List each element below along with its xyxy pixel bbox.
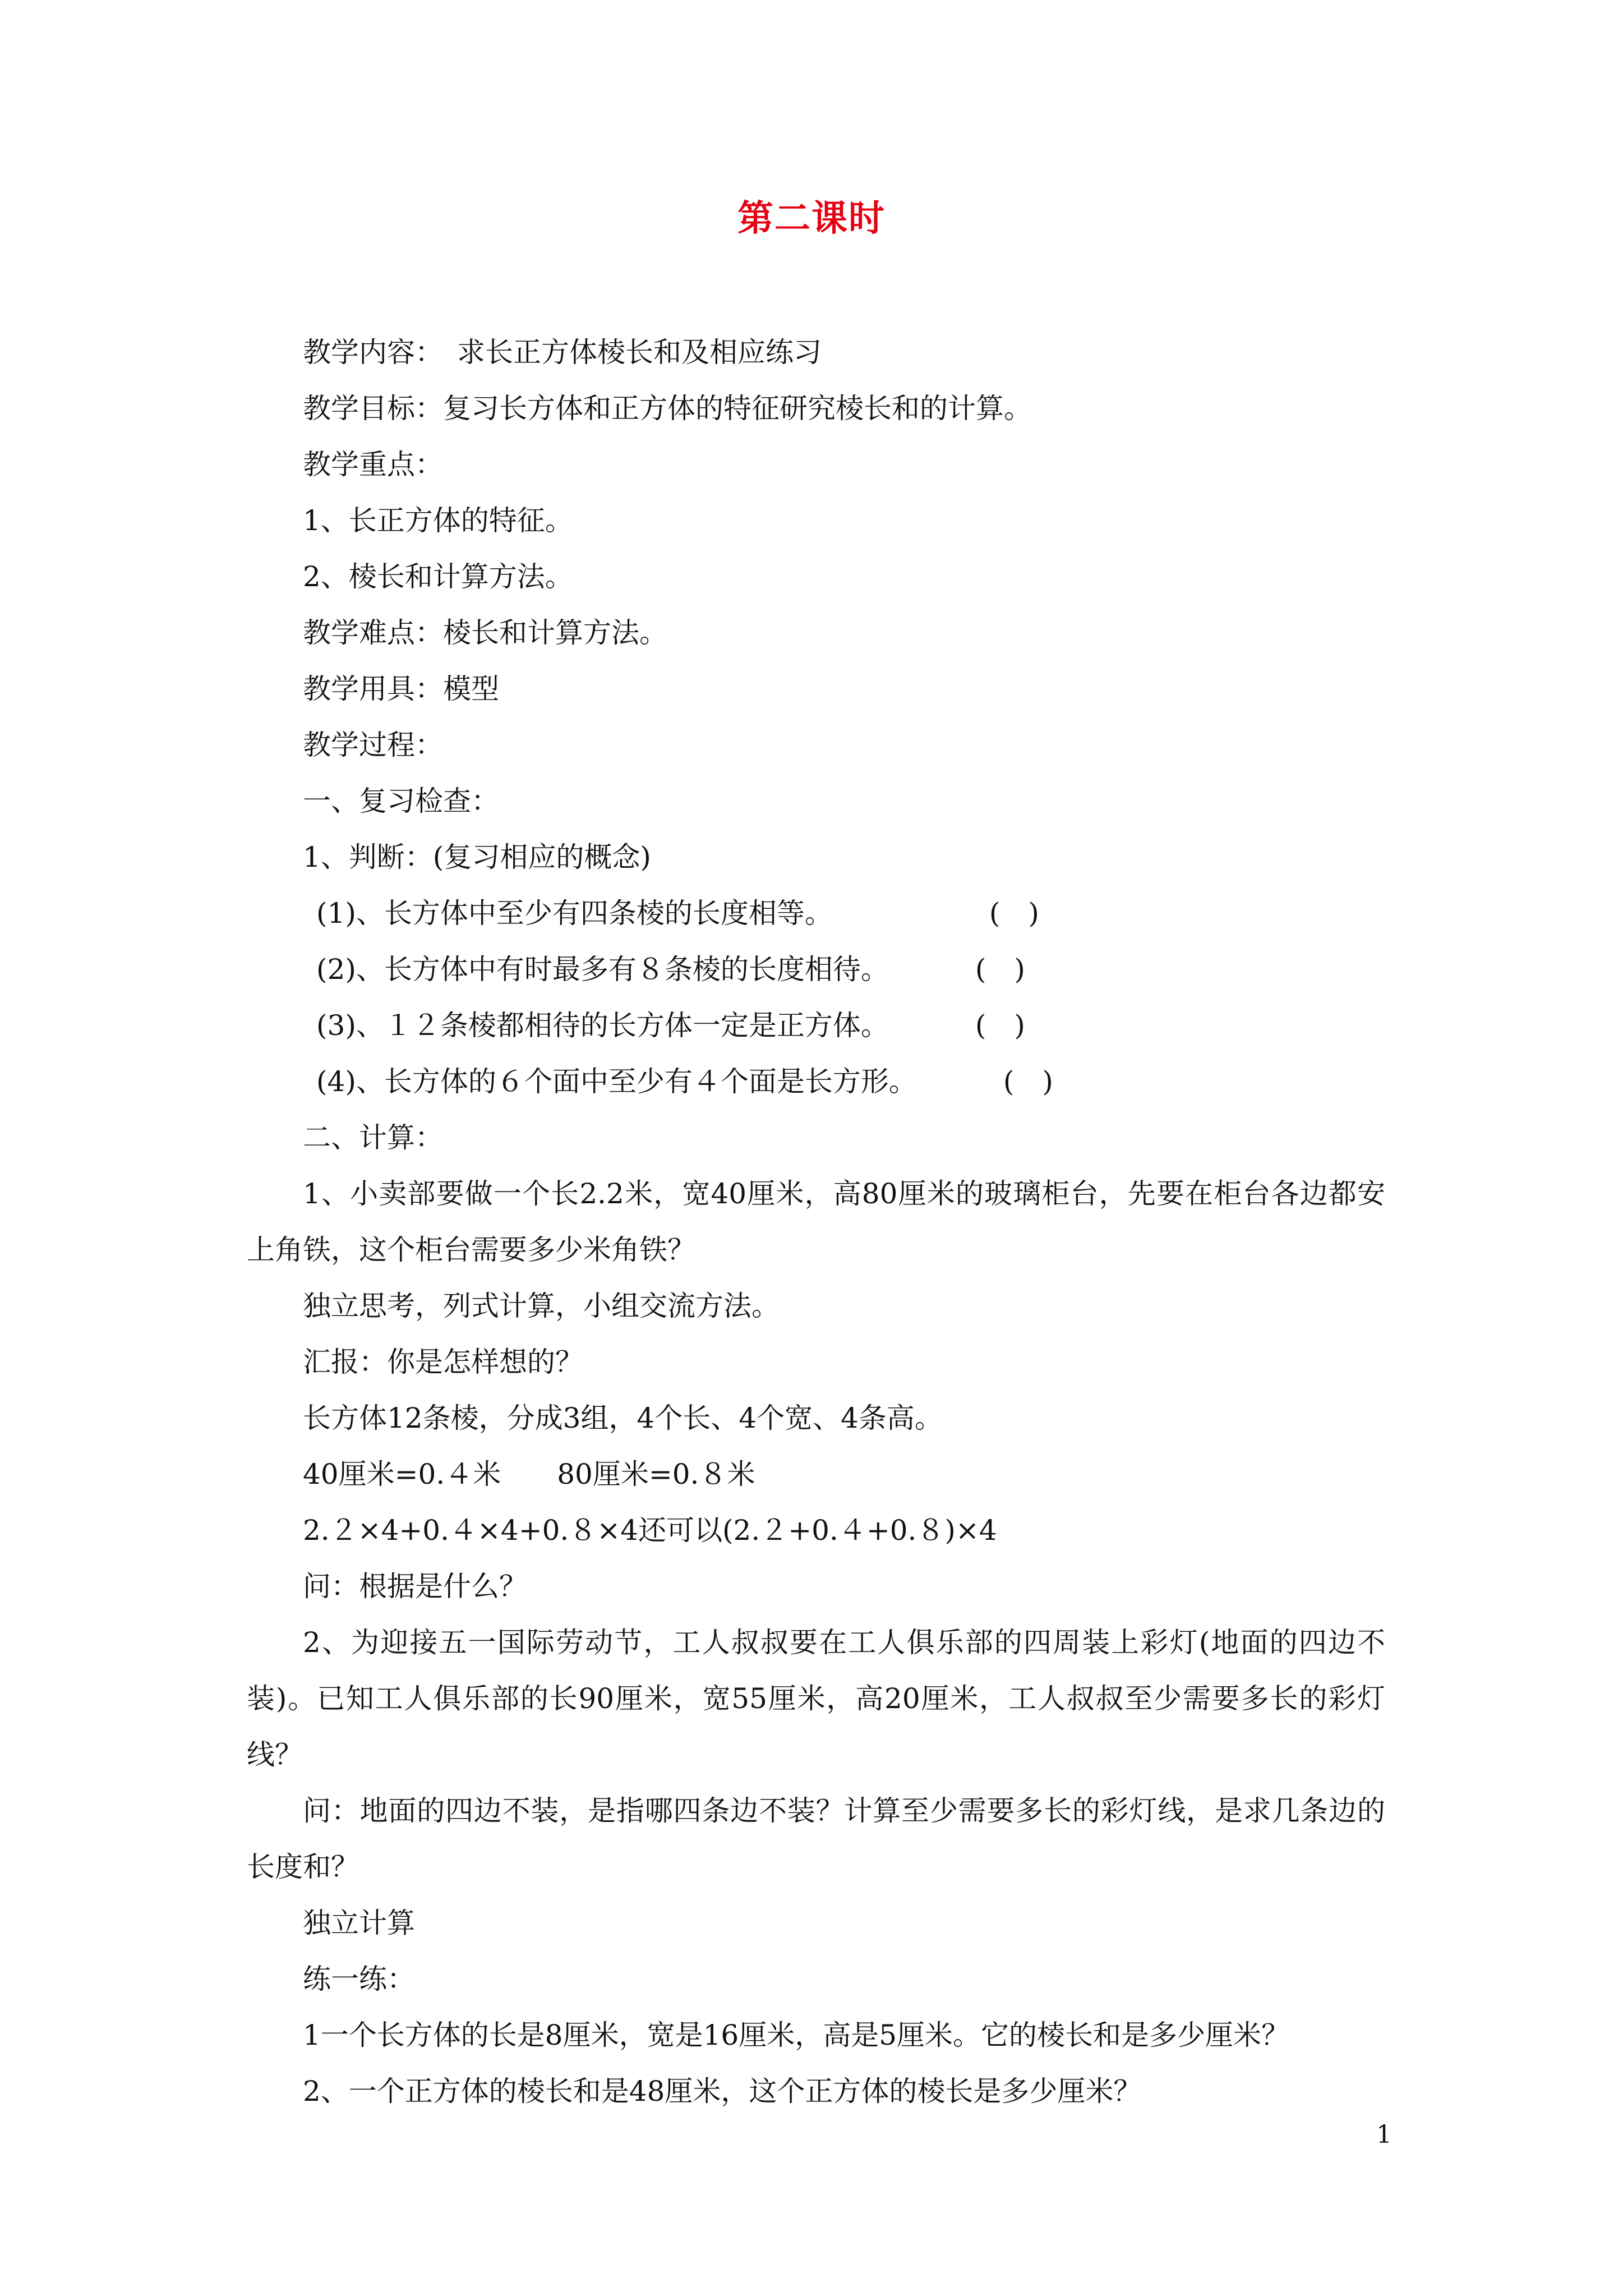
- problem-1: 1、小卖部要做一个长2.2米，宽40厘米，高80厘米的玻璃柜台，先要在柜台各边都安上角铁，这个柜台需要多少米角铁？: [247, 1177, 1385, 1266]
- page-number: 1: [1376, 2120, 1392, 2149]
- judge-item-3: [247, 997, 1385, 1053]
- unit-conversion: 40厘米=0.４米 80厘米=0.８米: [303, 1458, 755, 1490]
- judge-item-1: [247, 885, 1385, 941]
- report-question: 汇报：你是怎样想的？: [303, 1346, 583, 1378]
- cuboid-edges: 长方体12条棱，分成3组，4个长、4个宽、4条高。: [303, 1402, 943, 1434]
- key-point-2: 2、棱长和计算方法。: [303, 560, 573, 593]
- judge-item-text: (1)、长方体中至少有四条棱的长度相等。: [316, 897, 903, 930]
- answer-blank: ( ): [1003, 1065, 1053, 1098]
- answer-blank: ( ): [975, 1009, 1025, 1042]
- judge-item-text: (4)、长方体的６个面中至少有４个面是长方形。: [316, 1065, 917, 1098]
- question-2: 问：地面的四边不装，是指哪四条边不装？计算至少需要多长的彩灯线，是求几条边的长度和？: [247, 1795, 1385, 1883]
- teaching-tools: 教学用具：模型: [303, 673, 499, 705]
- practice-heading: 练一练：: [303, 1963, 415, 1995]
- practice-1: 1一个长方体的长是8厘米，宽是16厘米，高是5厘米。它的棱长和是多少厘米？: [303, 2019, 1290, 2051]
- judge-item-text: (3)、１２条棱都相待的长方体一定是正方体。: [316, 1009, 889, 1042]
- formula: 2.２×4+0.４×4+0.８×4还可以(2.２+0.４+0.８)×4: [303, 1514, 997, 1547]
- judge-item-text: (2)、长方体中有时最多有８条棱的长度相待。: [316, 953, 889, 986]
- judge-heading: 1、判断：(复习相应的概念): [303, 841, 651, 873]
- answer-blank: ( ): [975, 953, 1025, 986]
- key-points-heading: 教学重点：: [303, 448, 443, 481]
- judge-item-2: [247, 941, 1385, 997]
- question-basis: 问：根据是什么？: [303, 1570, 527, 1603]
- instruction-1: 独立思考，列式计算，小组交流方法。: [303, 1290, 780, 1322]
- independent-calculation: 独立计算: [303, 1907, 415, 1939]
- document-body: [247, 324, 1385, 2119]
- teaching-difficulty: 教学难点：棱长和计算方法。: [303, 616, 667, 649]
- problem-2: 2、为迎接五一国际劳动节，工人叔叔要在工人俱乐部的四周装上彩灯(地面的四边不装)。已知工人俱乐部的长90厘米，宽55厘米，高20厘米，工人叔叔至少需要多长的彩灯线？: [247, 1626, 1385, 1771]
- teaching-content: 教学内容： 求长正方体棱长和及相应练习: [303, 336, 822, 369]
- key-point-1: 1、长正方体的特征。: [303, 504, 573, 537]
- answer-blank: ( ): [989, 897, 1039, 930]
- page-title: 第二课时: [737, 198, 886, 240]
- practice-2: 2、一个正方体的棱长和是48厘米，这个正方体的棱长是多少厘米？: [303, 2075, 1142, 2108]
- teaching-goal: 教学目标：复习长方体和正方体的特征研究棱长和的计算。: [303, 392, 1032, 425]
- process-heading: 教学过程：: [303, 729, 443, 761]
- section-1-heading: 一、复习检查：: [303, 785, 499, 817]
- judge-item-4: [247, 1053, 1385, 1110]
- section-2-heading: 二、计算：: [303, 1121, 443, 1154]
